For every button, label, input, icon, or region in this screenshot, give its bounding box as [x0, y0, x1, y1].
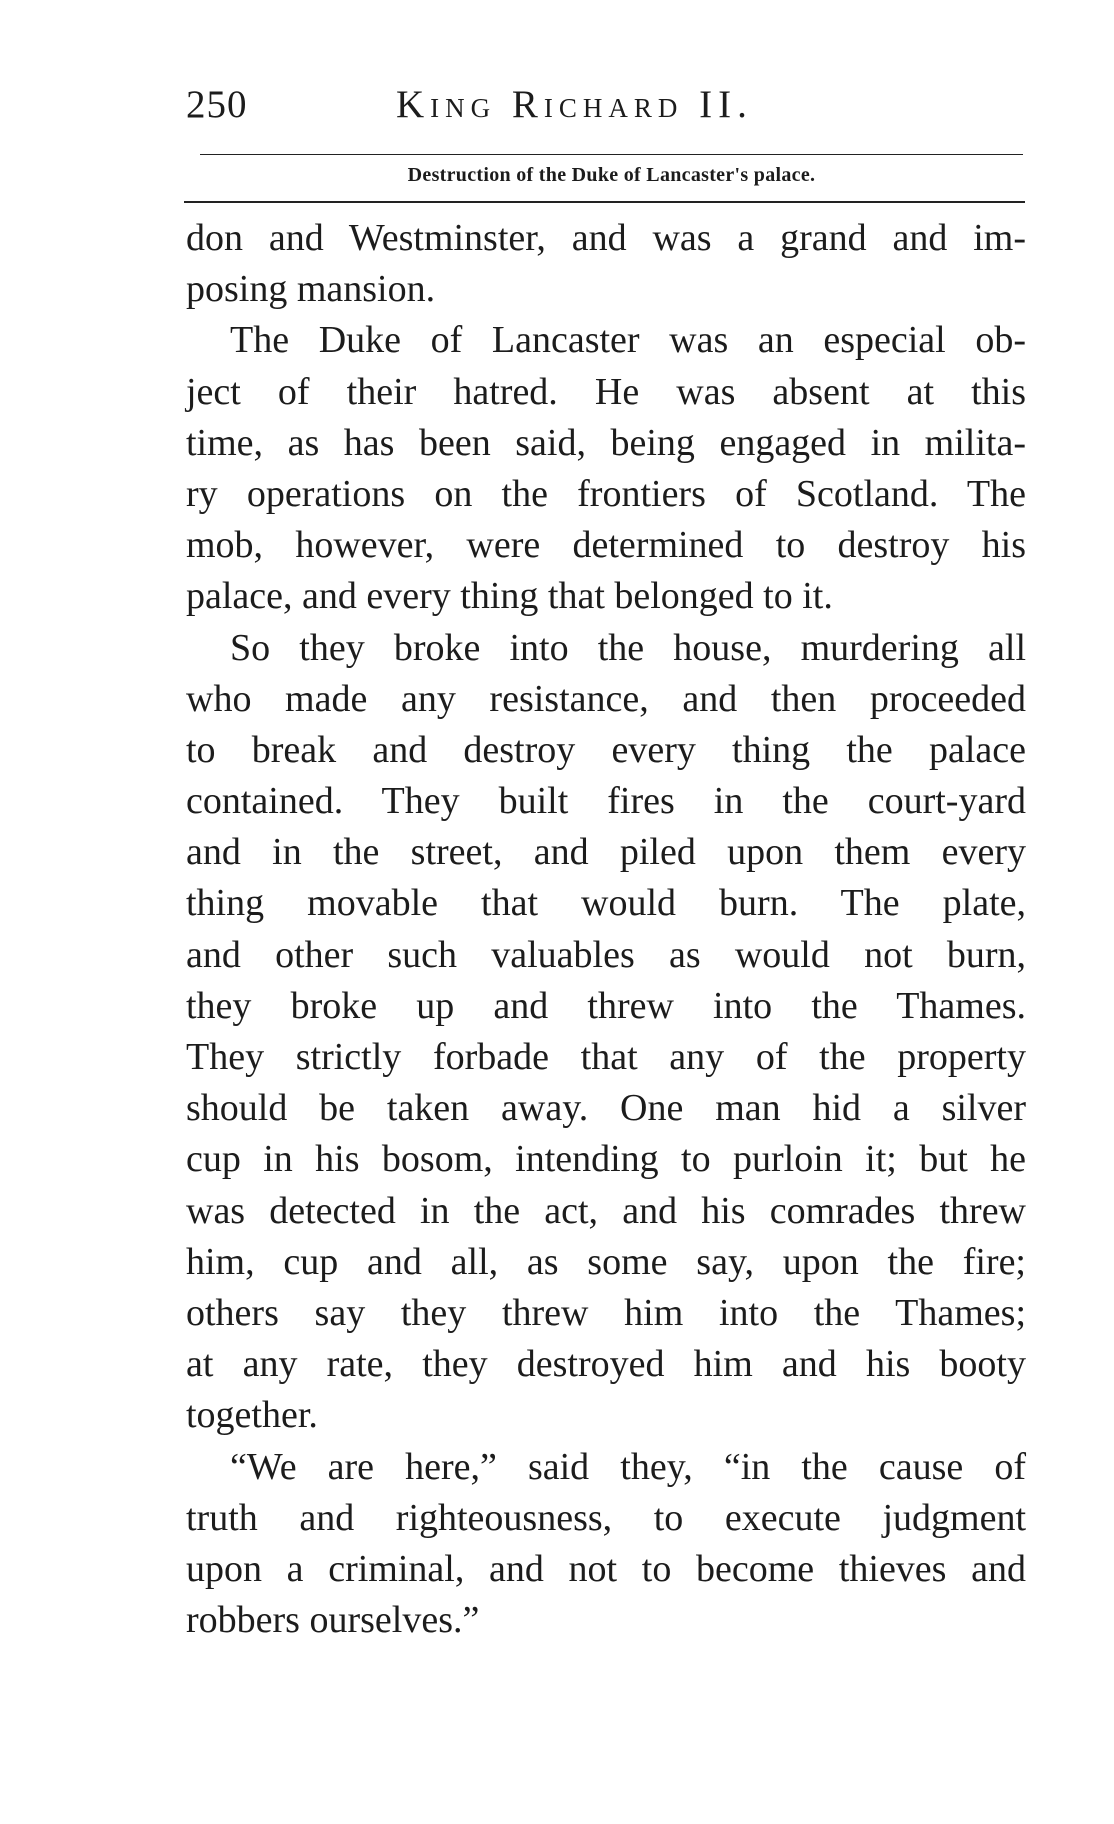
- header-rule-top: [200, 154, 1023, 155]
- text-line: thing movable that would burn. The plate,: [186, 882, 1026, 925]
- text-line: mob, however, were determined to destroy his: [186, 524, 1026, 567]
- paragraph-first-line: The Duke of Lancaster was an especial ob-: [230, 319, 1026, 362]
- text-line: They strictly forbade that any of the property: [186, 1036, 1026, 1078]
- text-line: to break and destroy every thing the palace: [186, 728, 1026, 771]
- page-number: 250: [186, 83, 248, 126]
- text-line: him, cup and all, as some say, upon the fire;: [186, 1240, 1026, 1283]
- text-line: upon a criminal, and not to become thieves and: [186, 1547, 1026, 1590]
- text-line: robbers ourselves.”: [186, 1599, 480, 1642]
- paragraph-first-line: So they broke into the house, murdering all: [230, 626, 1026, 669]
- running-head: [186, 82, 1016, 142]
- text-line: was detected in the act, and his comrades threw: [186, 1189, 1026, 1232]
- text-line: ry operations on the frontiers of Scotland. The: [186, 472, 1026, 515]
- text-line: who made any resistance, and then proceeded: [186, 677, 1026, 720]
- text-line: and in the street, and piled upon them every: [186, 831, 1026, 874]
- text-line: at any rate, they destroyed him and his booty: [186, 1343, 1026, 1386]
- text-line: others say they threw him into the Thames;: [186, 1291, 1026, 1334]
- text-line: truth and righteousness, to execute judgment: [186, 1496, 1026, 1539]
- text-line: should be taken away. One man hid a silver: [186, 1087, 1026, 1130]
- text-line: time, as has been said, being engaged in milita-: [186, 421, 1026, 464]
- text-line: contained. They built fires in the court-yard: [186, 780, 1026, 823]
- paragraph-first-line: “We are here,” said they, “in the cause of: [230, 1445, 1026, 1488]
- text-line: palace, and every thing that belonged to it.: [186, 575, 833, 618]
- text-line: together.: [186, 1394, 318, 1437]
- body-text: [186, 213, 1026, 1646]
- text-line: posing mansion.: [186, 268, 436, 311]
- text-line: cup in his bosom, intending to purloin it; but he: [186, 1138, 1026, 1181]
- text-line: ject of their hatred. He was absent at this: [186, 370, 1026, 413]
- running-title: King Richard II.: [396, 83, 753, 126]
- page-subheading: Destruction of the Duke of Lancaster's palace.: [407, 164, 816, 186]
- text-line: they broke up and threw into the Thames.: [186, 984, 1026, 1027]
- text-line: and other such valuables as would not burn,: [186, 933, 1026, 976]
- text-line: don and Westminster, and was a grand and im-: [186, 217, 1026, 259]
- header-rule-bottom: [184, 201, 1025, 203]
